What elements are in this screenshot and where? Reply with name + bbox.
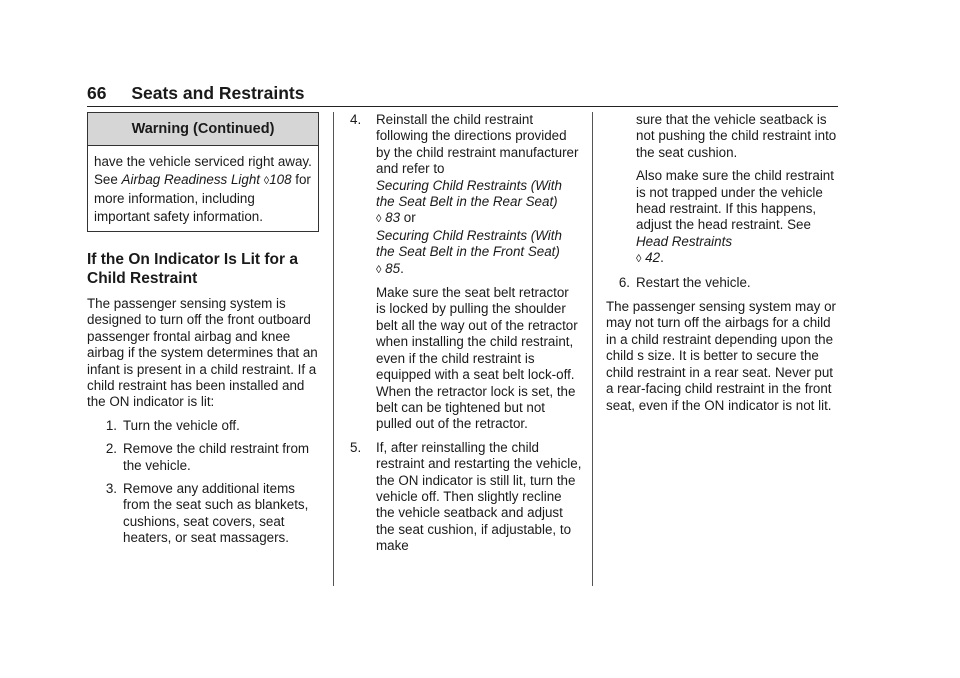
step-note-text: Also make sure the child restraint is not trapped under the vehicle head restraint. If this happens, adjust the head restraint. See [636,168,834,233]
warning-ref-page[interactable]: 108 [269,171,292,187]
list-item [87,418,321,434]
section-heading: Seats and Restraints [131,83,305,103]
ref-title[interactable]: Securing Child Restraints (With the Seat Belt in the Front Seat) [376,227,562,260]
page-ref-icon: ◊ [636,253,642,266]
warning-text: have the vehicle serviced right away. See [94,154,312,187]
list-item [350,440,582,555]
step-number: 6. [618,274,630,290]
step-text: Turn the vehicle off. [123,417,240,433]
step-number: 1. [105,417,117,433]
step-text: Reinstall the child restraint following the directions provided by the child restraint manufacturer and refer to [376,112,579,177]
ref-title[interactable]: Head Restraints [636,233,733,249]
column-divider [592,112,593,586]
warning-body [88,146,318,231]
list-item [350,112,582,433]
ref-end: . [660,250,664,266]
step-text: If, after reinstalling the child restraint and restarting the vehicle, the ON indicator is still lit, turn the vehicle off. Then slightly recline the vehicle seatback and adjust the seat cushion, if adjustable, to make [376,439,582,554]
step-body [376,112,582,433]
step-text: Remove any additional items from the seat such as blankets, cushions, seat covers, seat heaters, or seat massagers. [123,481,309,546]
ref-page[interactable]: 85 [385,260,401,276]
step-note [606,168,840,267]
list-item [606,275,840,291]
column-3 [606,112,840,414]
list-item [87,441,321,474]
ref-page[interactable]: 83 [385,210,401,226]
ref-end: . [400,260,404,276]
ref-title[interactable]: Securing Child Restraints (With the Seat Belt in the Rear Seat) [376,177,562,210]
column-2 [350,112,582,555]
warning-title: Warning (Continued) [88,113,318,146]
step-number: 4. [350,112,362,127]
list-item [87,481,321,547]
ref-connector: or [400,210,416,226]
closing-paragraph: The passenger sensing system may or may not turn off the airbags for a child in a child restraint depending upon the child s size. It is better to secure the child restraint in a rear seat. Never put a rear-facing child restraint in the front seat, even if the ON indicator is not lit. [606,299,836,413]
step-text: Remove the child restraint from the vehicle. [123,441,310,473]
step-text: Restart the vehicle. [636,274,751,290]
column-divider [333,112,334,586]
step-note: Make sure the seat belt retractor is locked by pulling the shoulder belt all the way out of the retractor when installing the child restraint, even if the child restraint is equipped with a seat belt lock-off. When the retractor lock is set, the belt can be tightened but not pulled out of the retractor. [376,285,578,432]
step-number: 5. [350,439,362,455]
page-header [87,82,838,107]
step-continued-text: sure that the vehicle seatback is not pushing the child restraint into the seat cushion. [636,112,837,160]
page-ref-icon: ◊ [263,174,270,187]
page-number: 66 [87,83,107,103]
page-ref-icon: ◊ [376,263,382,276]
warning-text-end: for more information, including important safety information. [94,171,311,224]
warning-box [87,112,319,232]
step-number: 2. [105,441,117,457]
intro-paragraph: The passenger sensing system is designed to turn off the front outboard passenger frontal airbag and knee airbag if the system determines that an infant is present in a child restraint. If a child restraint has been installed and the ON indicator is lit: [87,296,318,410]
section-title: If the On Indicator Is Lit for a Child Restraint [87,251,298,287]
ref-page[interactable]: 42 [645,250,661,266]
warning-ref-title[interactable]: Airbag Readiness Light [121,171,261,187]
column-1 [87,112,321,547]
page-ref-icon: ◊ [376,213,382,226]
step-number: 3. [105,481,117,497]
